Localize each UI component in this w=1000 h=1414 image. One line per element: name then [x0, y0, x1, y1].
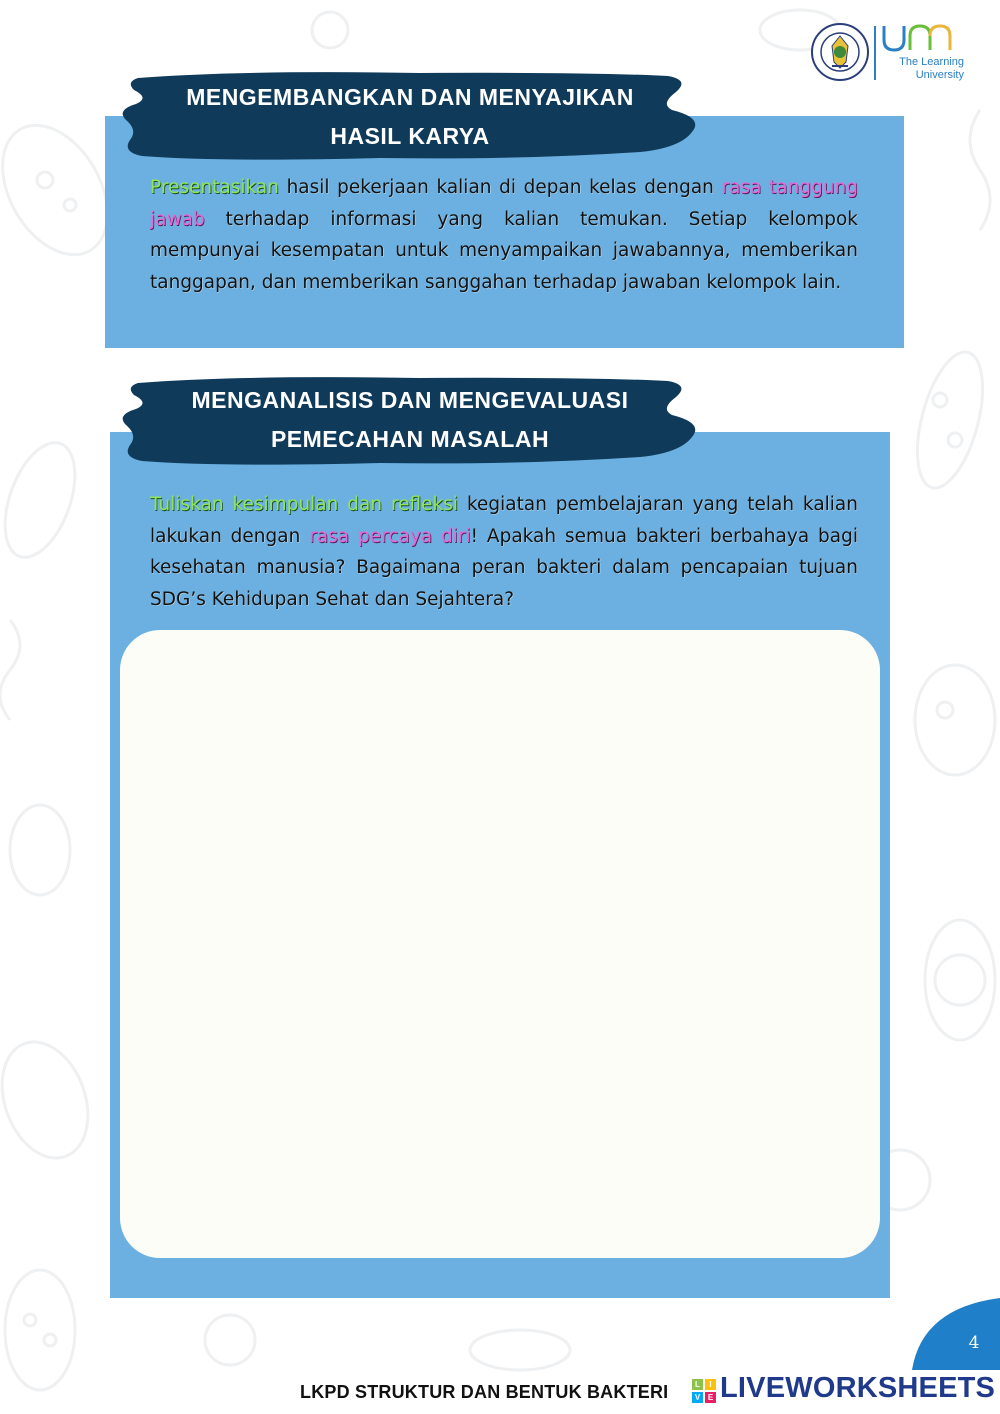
logo-tagline-line2: University [915, 69, 964, 81]
highlight-kesimpulan-refleksi: Tuliskan kesimpulan dan refleksi [150, 494, 459, 515]
section-text-develop [150, 172, 858, 298]
section-title-analyze-line1: MENGANALISIS DAN MENGEVALUASI [191, 387, 629, 413]
university-seal-icon [810, 22, 870, 82]
text-segment: ! Apakah semua bakteri berbahaya bagi kesehatan manusia? Bagaimana peran bakteri dalam pencapaian tujuan SDG’s Kehidupan Sehat dan Sejahtera? [150, 525, 858, 610]
liveworksheets-logo-icon: L I V E [690, 1377, 720, 1407]
logo-tagline [880, 56, 964, 82]
section-text-analyze [150, 489, 858, 615]
um-logo-icon [880, 22, 960, 54]
text-segment: terhadap informasi yang kalian temukan. Setiap kelompok mempunyai kesempatan untuk menyampaikan jawabannya, memberikan tanggapan, dan memberikan sanggahan terhadap jawaban kelompok lain. [150, 208, 858, 293]
liveworksheets-wordmark[interactable]: LIVEWORKSHEETS [720, 1372, 996, 1404]
page-number: 4 [968, 1333, 980, 1353]
text-segment: kegiatan pembelajaran yang telah kalian lakukan dengan [150, 494, 858, 547]
university-logo [810, 22, 964, 84]
answer-text-area[interactable] [120, 630, 880, 1258]
section-title-banner-develop [120, 70, 700, 170]
section-title-banner-analyze [120, 375, 700, 475]
text-segment: hasil pekerjaan kalian di depan kelas dengan [278, 177, 722, 198]
logo-divider [874, 26, 876, 80]
section-title-analyze-line2: PEMECAHAN MASALAH [270, 426, 550, 452]
logo-tagline-line1: The Learning [899, 56, 964, 68]
section-title-develop-line1: MENGEMBANGKAN DAN MENYAJIKAN [186, 84, 634, 110]
highlight-rasa-tanggung-jawab: rasa tanggung jawab [150, 177, 858, 230]
section-title-develop-line2: HASIL KARYA [330, 123, 490, 149]
footer-title: LKPD STRUKTUR DAN BENTUK BAKTERI [300, 1382, 669, 1402]
highlight-rasa-percaya-diri: rasa percaya diri [309, 525, 471, 547]
highlight-presentasikan: Presentasikan [150, 177, 279, 198]
